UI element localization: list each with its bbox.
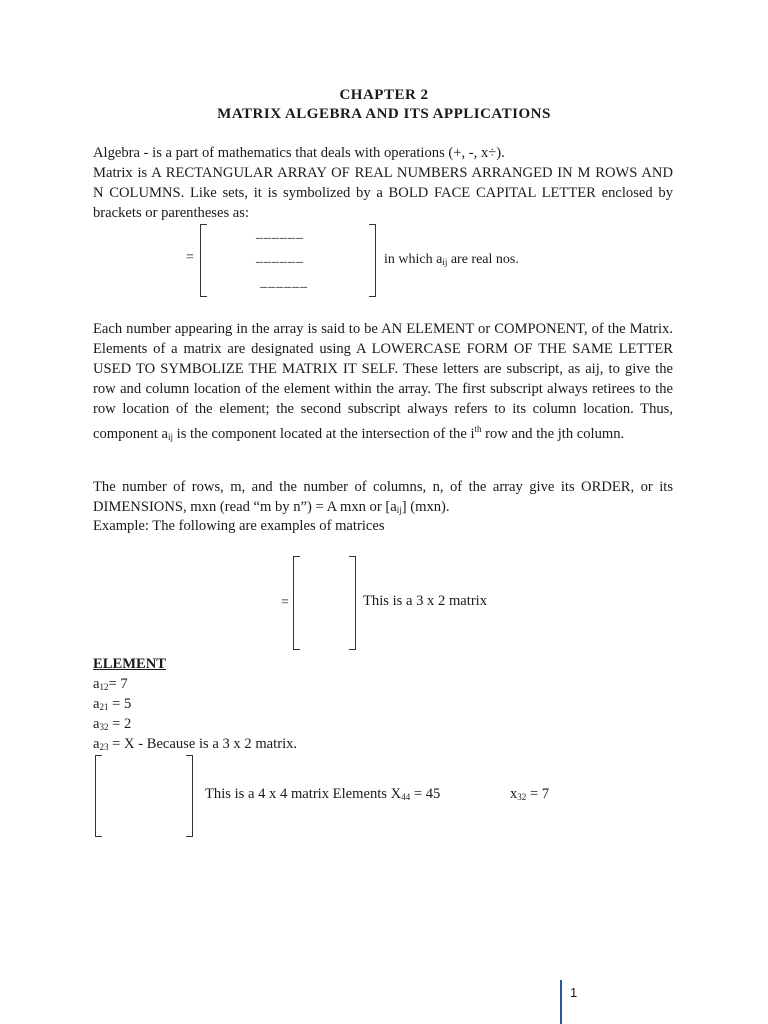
page-number: 1 — [570, 985, 578, 1000]
matrix-2-left-bracket — [293, 556, 300, 650]
element-a23: $a_{23} = X$ - Because is a 3 x 2 matrix. — [93, 736, 298, 752]
matrix-2-description: This is a 3 x 2 matrix — [363, 593, 488, 609]
element-a21: $a_{21} = 5$ — [93, 696, 132, 712]
matrix-3-x32: $x_{32} = 7$ — [510, 786, 550, 802]
element-a12: $a_{12}= 7$ — [93, 676, 128, 692]
element-heading: ELEMENT — [93, 656, 166, 672]
algebra-definition: Algebra - is a part of mathematics that deals with operations (+, -, x÷). — [93, 145, 505, 161]
matrix-1-right-bracket — [369, 224, 376, 297]
matrix-definition: Matrix is A RECTANGULAR ARRAY OF REAL NUMBERS ARRANGED IN M ROWS AND N COLUMNS. Like sets, it is symbolized by a BOLD FACE CAPITAL LETTER enclosed by brackets or parentheses as: — [93, 165, 673, 221]
matrix-3-description: This is a 4 x 4 matrix Elements $X_{44} = 45$ — [205, 786, 441, 802]
matrix-1-row-1: ______ — [256, 226, 304, 241]
matrix-1-row-2: ______ — [256, 250, 304, 265]
matrix-1-equals: = — [186, 250, 194, 265]
matrix-1-description: in which $a_{ij}$ are real nos. — [384, 252, 519, 267]
chapter-title: MATRIX ALGEBRA AND ITS APPLICATIONS — [217, 106, 551, 122]
matrix-1-left-bracket — [200, 224, 207, 297]
matrix-1-row-3: ______ — [260, 275, 308, 290]
example-line: Example: The following are examples of matrices — [93, 518, 385, 534]
matrix-3-right-bracket — [186, 755, 193, 837]
matrix-3-left-bracket — [95, 755, 102, 837]
matrix-2-right-bracket — [349, 556, 356, 650]
page-number-rule — [560, 980, 562, 1024]
element-paragraph: Each number appearing in the array is said to be AN ELEMENT or COMPONENT, of the Matrix. Elements of a matrix are designated using A LOWERCASE FORM OF THE SAME LETTER USED TO SYMBOLIZE THE MATRIX IT SELF. These letters are subscript, as aij, to give the row and column location of the element within the array. The first subscript always retirees to the row location of the element; the second subscript always refers to its column location. Thus, component $a_{ij}$ is the component located at the intersection of the $i^{th}$ row and the jth column. — [93, 321, 673, 442]
chapter-label: CHAPTER 2 — [339, 87, 429, 103]
element-a32: $a_{32} = 2$ — [93, 716, 132, 732]
matrix-2-equals: = — [281, 595, 289, 610]
order-paragraph: The number of rows, m, and the number of columns, n, of the array give its ORDER, or its DIMENSIONS, mxn (read “m by n”) = A mxn or $[a_{ij}]$ (mxn). — [93, 479, 673, 515]
